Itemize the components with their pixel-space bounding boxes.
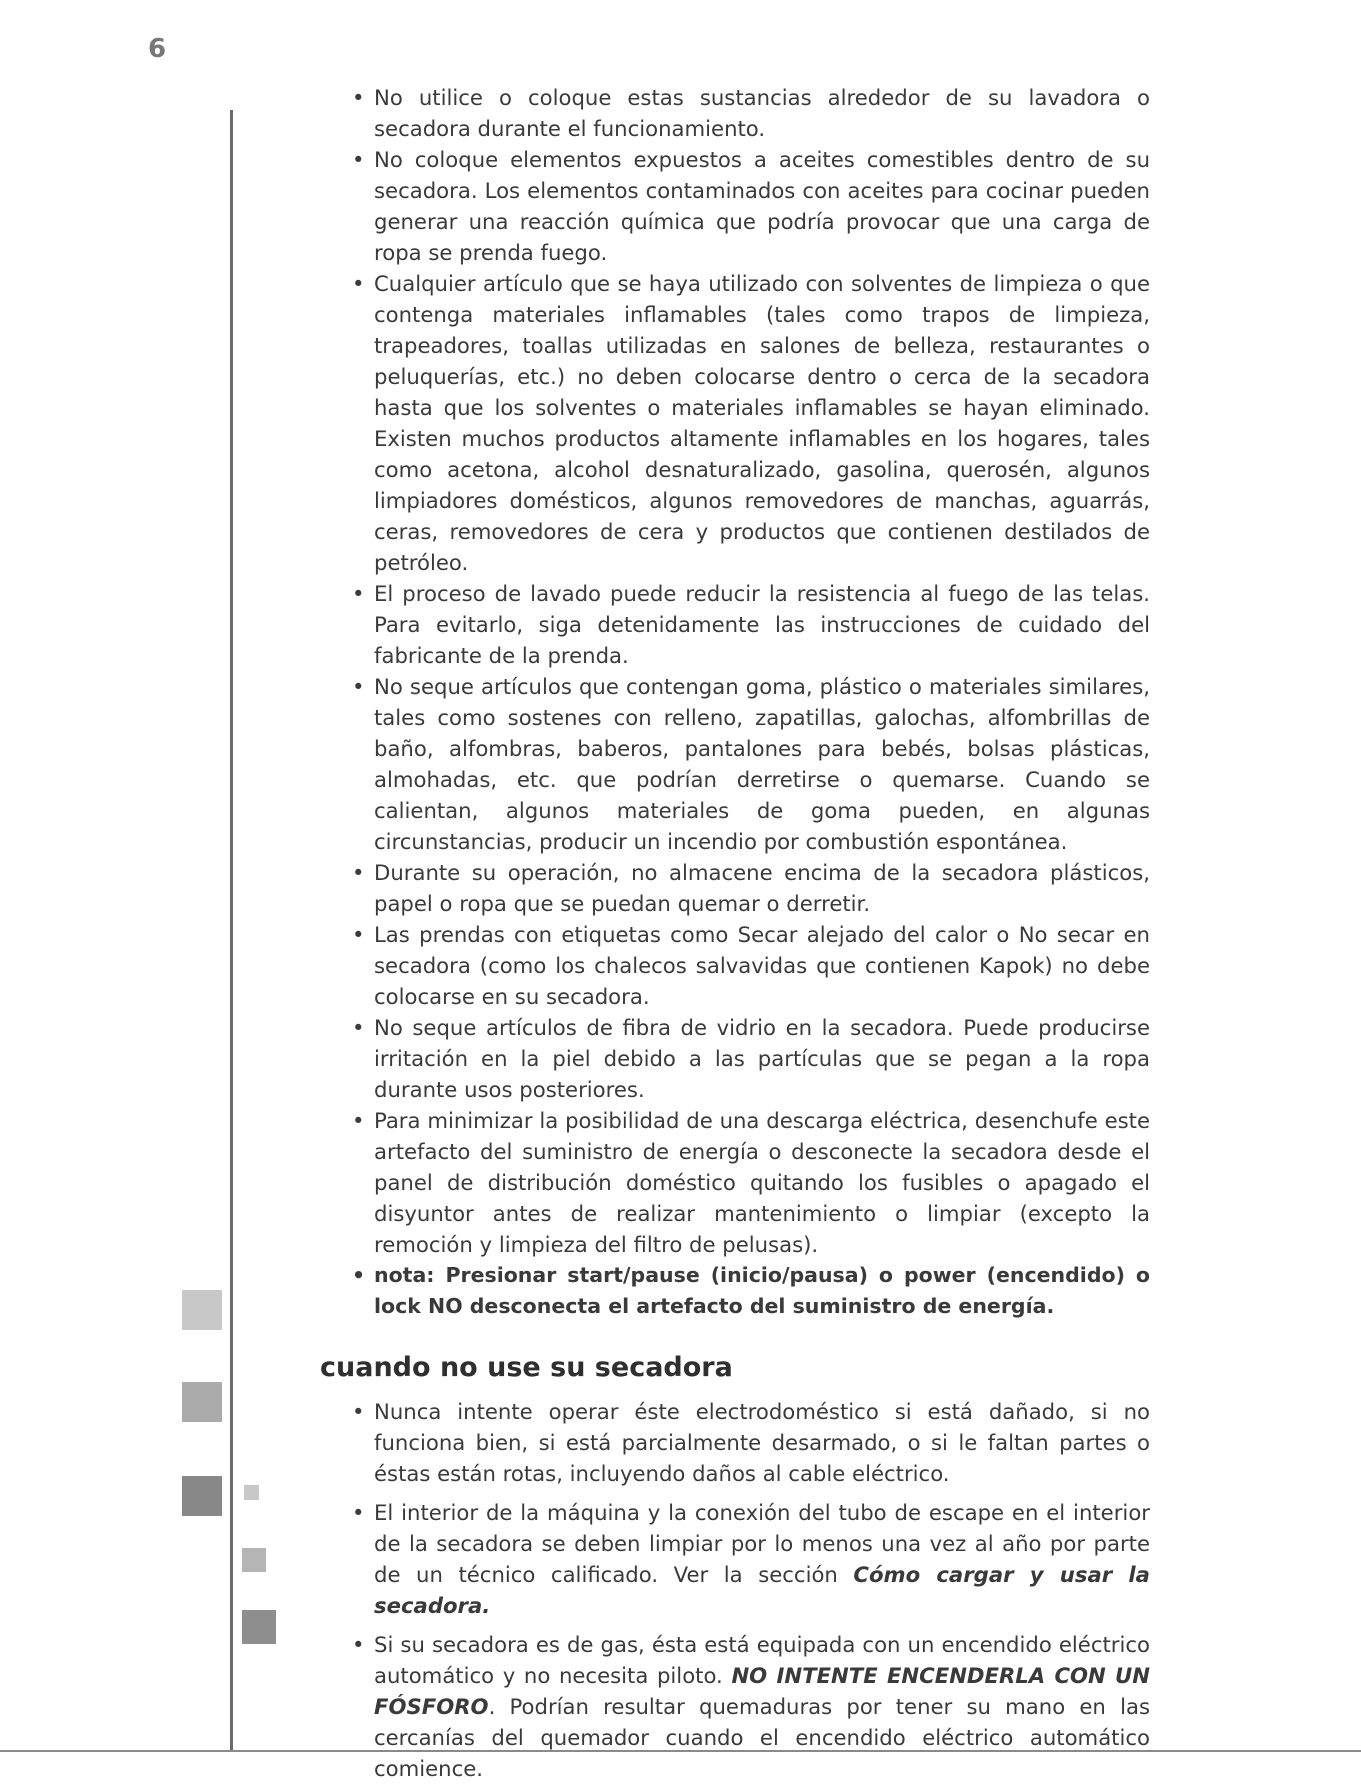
warning-emphasis: NO INTENTE ENCENDERLA CON UN FÓSFORO <box>374 1663 1150 1719</box>
list-item <box>350 1497 1150 1621</box>
list-item: • No seque artículos de fibra de vidrio en la secadora. Puede producirse irritación en la piel debido a las partículas que se pegan a la ropa durante usos posteriores. <box>350 1012 1150 1105</box>
section-heading: cuando no use su secadora <box>320 1352 733 1383</box>
safety-bullet-list <box>350 82 1150 1322</box>
decorative-square <box>242 1548 266 1572</box>
section-reference: Cómo cargar y usar la secadora. <box>374 1562 1150 1618</box>
item-text: . Podrían resultar quemaduras por tener su mano en las cercanías del quemador cuando el encendido eléctrico automático comience. <box>374 1694 1150 1781</box>
list-item: • Cualquier artículo que se haya utilizado con solventes de limpieza o que contenga materiales inflamables (tales como trapos de limpieza, trapeadores, toallas utilizadas en salones de belleza, restaurantes o peluquerías, etc.) no deben colocarse dentro o cerca de la secadora hasta que los solventes o materiales inflamables se hayan eliminado. Existen muchos productos altamente inflamables en los hogares, tales como acetona, alcohol desnaturalizado, gasolina, querosén, algunos limpiadores domésticos, algunos removedores de manchas, aguarrás, ceras, removedores de cera y productos que contienen destilados de petróleo. <box>350 268 1150 578</box>
page-number: 6 <box>148 34 167 64</box>
note-item: • nota: Presionar start/pause (inicio/pausa) o power (encendido) o lock NO desconecta el artefacto del suministro de energía. <box>350 1260 1150 1322</box>
list-item: • Durante su operación, no almacene encima de la secadora plásticos, papel o ropa que se puedan quemar o derretir. <box>350 857 1150 919</box>
list-item: • El proceso de lavado puede reducir la resistencia al fuego de las telas. Para evitarlo, siga detenidamente las instrucciones de cuidado del fabricante de la prenda. <box>350 578 1150 671</box>
item-text: Si su secadora es de gas, ésta está equipada con un encendido eléctrico automático y no necesita piloto. <box>374 1632 1150 1688</box>
decorative-square <box>182 1382 222 1422</box>
margin-rule <box>230 110 233 1750</box>
section-bullet-list <box>350 1396 1150 1784</box>
list-item: • Para minimizar la posibilidad de una descarga eléctrica, desenchufe este artefacto del suministro de energía o desconecte la secadora desde el panel de distribución doméstico quitando los fusibles o apagado el disyuntor antes de realizar mantenimiento o limpiar (excepto la remoción y limpieza del filtro de pelusas). <box>350 1105 1150 1260</box>
list-item: • No coloque elementos expuestos a aceites comestibles dentro de su secadora. Los elementos contaminados con aceites para cocinar pueden generar una reacción química que podría provocar que una carga de ropa se prenda fuego. <box>350 144 1150 268</box>
decorative-square <box>182 1290 222 1330</box>
item-text: El interior de la máquina y la conexión del tubo de escape en el interior de la secadora se deben limpiar por lo menos una vez al año por parte de un técnico calificado. Ver la sección <box>374 1500 1150 1587</box>
decorative-square <box>242 1610 276 1644</box>
list-item: • No utilice o coloque estas sustancias alrededor de su lavadora o secadora durante el funcionamiento. <box>350 82 1150 144</box>
list-item: • Nunca intente operar éste electrodoméstico si está dañado, si no funciona bien, si está parcialmente desarmado, o si le faltan partes o éstas están rotas, incluyendo daños al cable eléctrico. <box>350 1396 1150 1489</box>
main-content <box>320 82 1150 1792</box>
decorative-square <box>182 1476 222 1516</box>
list-item: • Las prendas con etiquetas como Secar alejado del calor o No secar en secadora (como los chalecos salvavidas que contienen Kapok) no debe colocarse en su secadora. <box>350 919 1150 1012</box>
decorative-square <box>244 1485 259 1500</box>
list-item: • No seque artículos que contengan goma, plástico o materiales similares, tales como sostenes con relleno, zapatillas, galochas, alfombrillas de baño, alfombras, baberos, pantalones para bebés, bolsas plásticas, almohadas, etc. que podrían derretirse o quemarse. Cuando se calientan, algunos materiales de goma pueden, en algunas circunstancias, producir un incendio por combustión espontánea. <box>350 671 1150 857</box>
